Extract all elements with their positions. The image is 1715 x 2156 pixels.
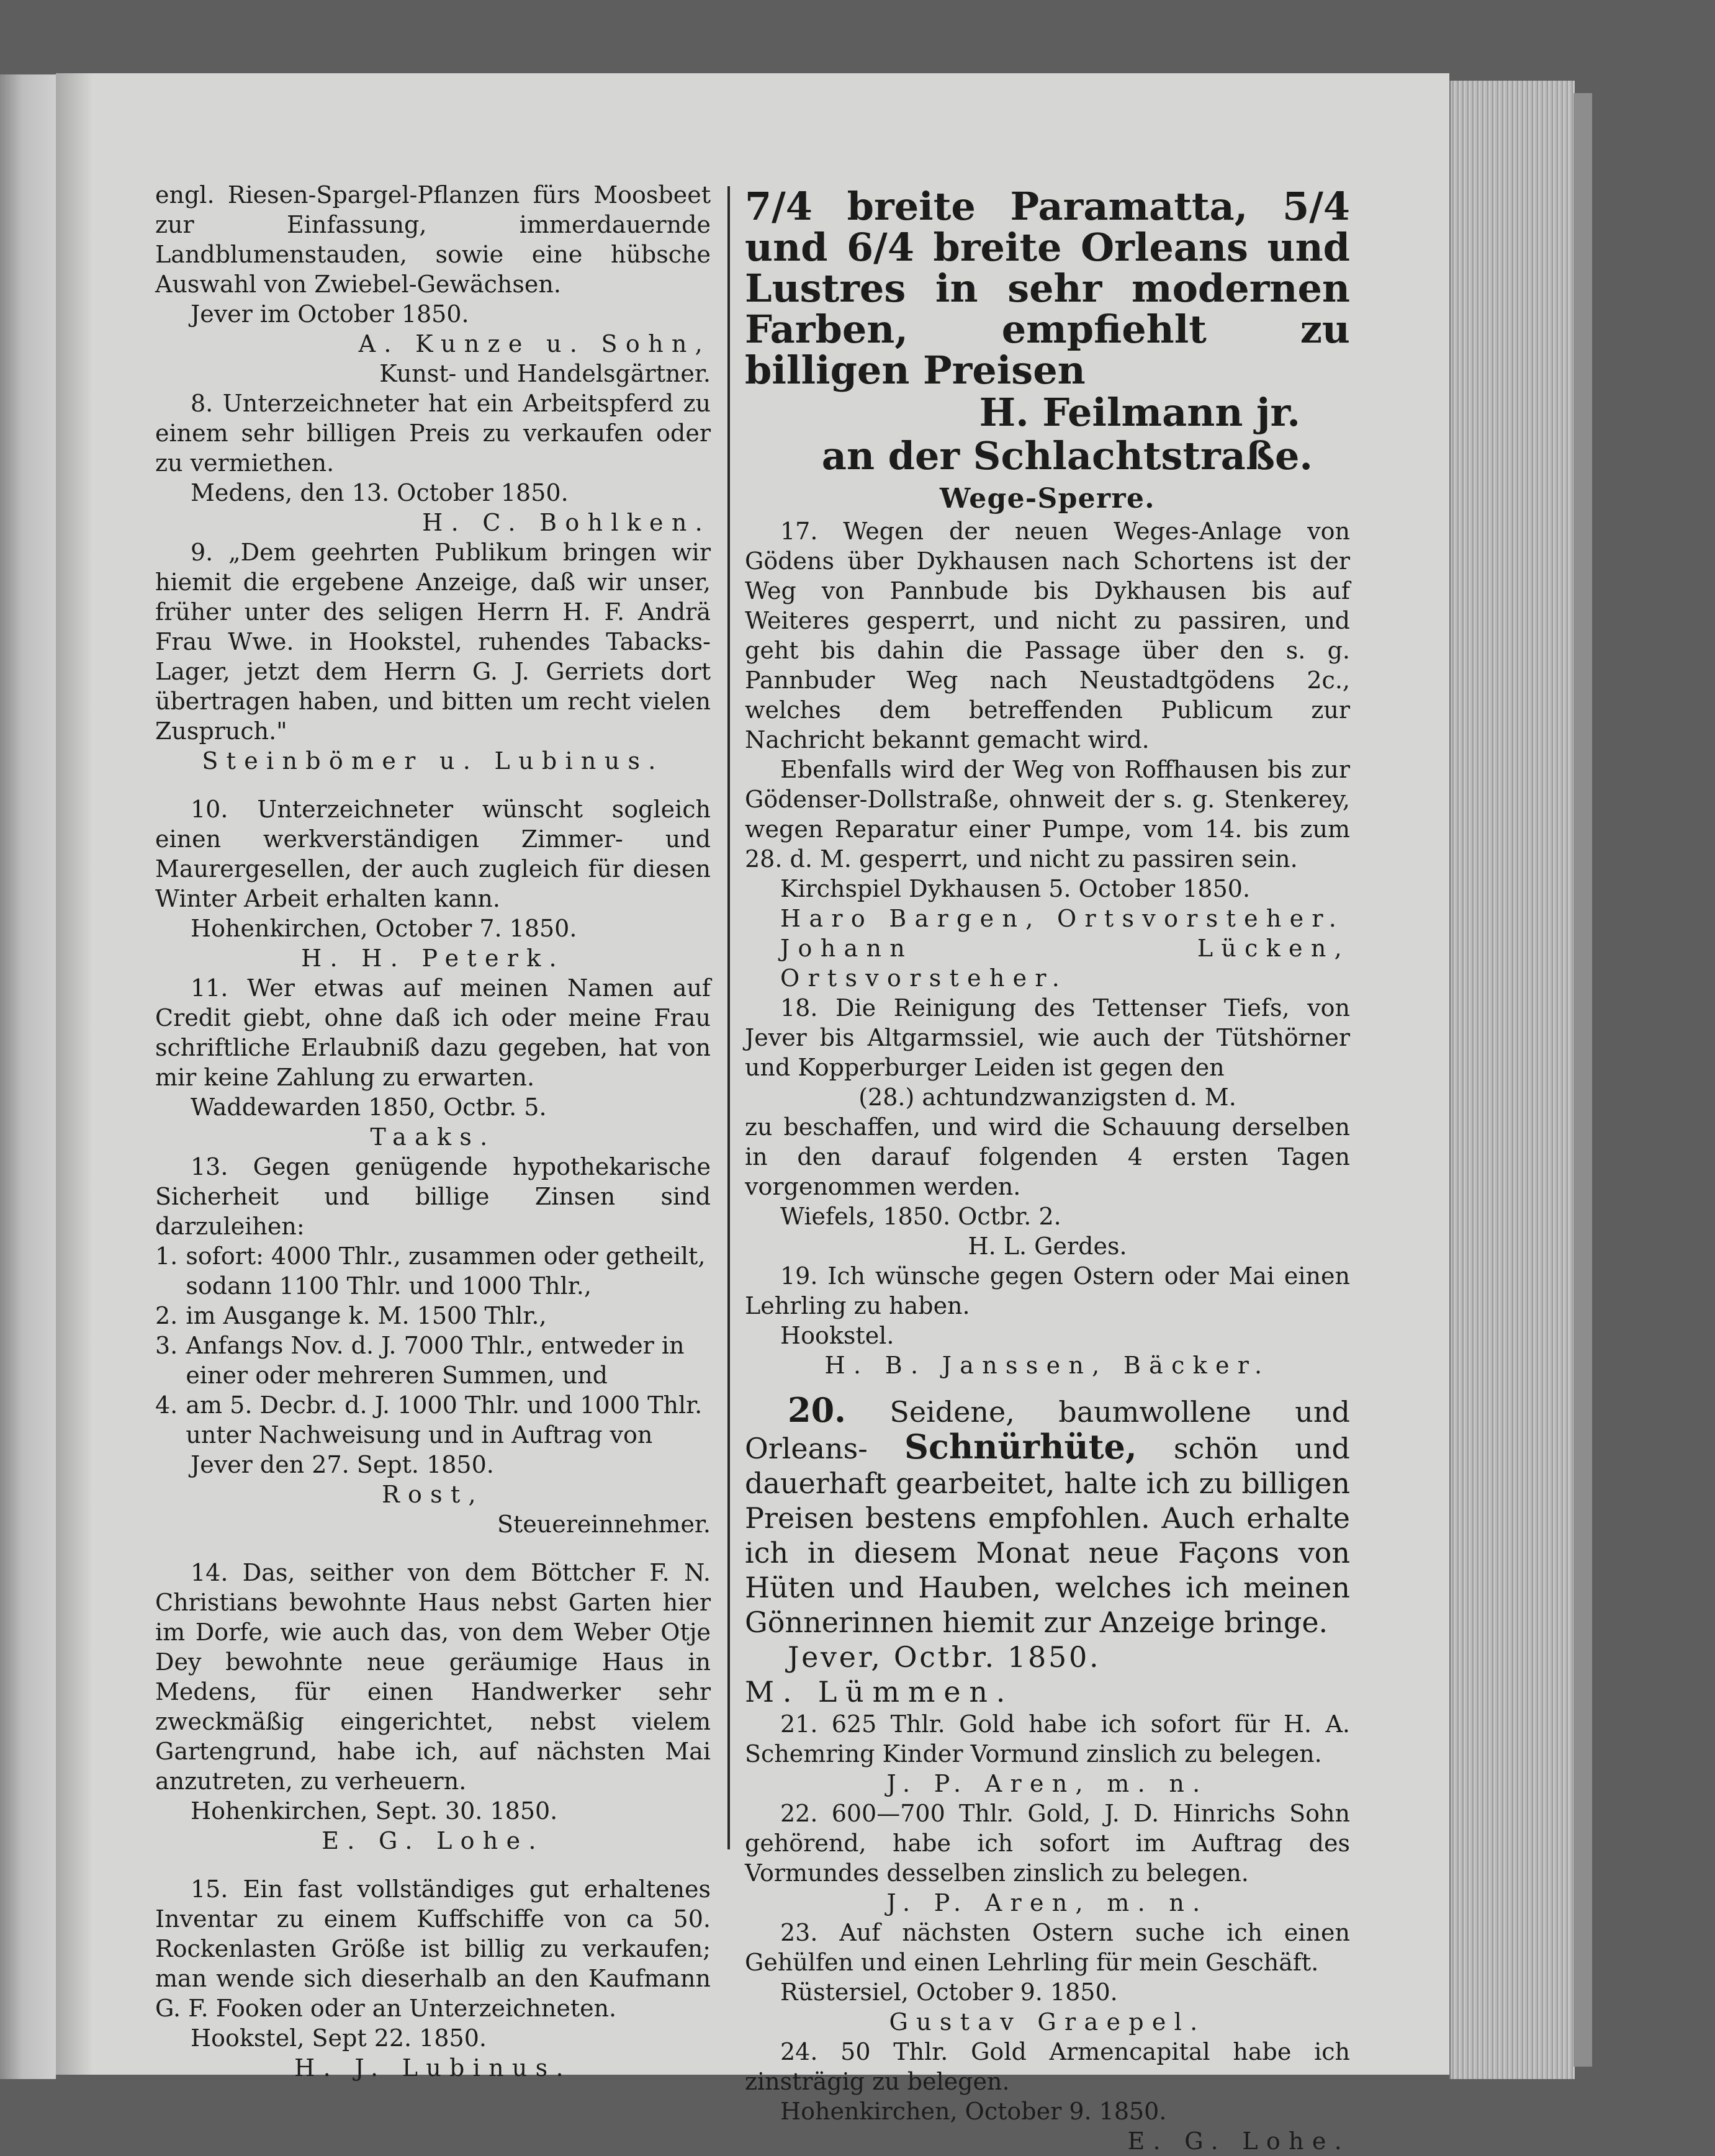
list-item-number: 4. [155,1391,178,1419]
left-column-part-1 [155,180,711,1241]
list-item [155,1241,711,1301]
text-paragraph: Medens, den 13. October 1850. [191,479,569,506]
text-paragraph: 19. Ich wünsche gegen Ostern oder Mai einen Lehrling zu haben. [745,1262,1350,1319]
text-paragraph: 21. 625 Thlr. Gold habe ich sofort für H. A. Schemring Kinder Vormund zinslich zu belegen. [745,1710,1350,1767]
notice-20-place: Jever, Octbr. 1850. [788,1640,1101,1674]
text-paragraph: Steuereinnehmer. [497,1511,711,1538]
list-item [155,1390,711,1450]
right-column [745,186,1350,2156]
notice-20-signature: M. Lümmen. [745,1675,1014,1709]
text-paragraph: 23. Auf nächsten Ostern suche ich einen Gehülfen und einen Lehrling für mein Geschäft. [745,1919,1350,1976]
right-column-part-1 [745,516,1350,1380]
text-paragraph: 22. 600—700 Thlr. Gold, J. D. Hinrichs Sohn gehörend, habe ich sofort im Auftrag des Vormundes desselben zinslich zu belegen. [745,1800,1350,1887]
text-paragraph: Jever den 27. Sept. 1850. [191,1451,494,1478]
text-paragraph: 15. Ein fast vollständiges gut erhaltenes Inventar zu einem Kuffschiffe von ca 50. Rockenlasten Größe ist billig zu verkaufen; man wende sich dieserhalb an den Kaufmann G. F. Fooken oder an Unterzeichneten. [155,1875,711,2022]
text-paragraph: E. G. Lohe. [1127,2127,1350,2155]
text-paragraph: E. G. Lohe. [322,1827,544,1854]
list-item-number: 3. [155,1332,178,1359]
text-paragraph: 11. Wer etwas auf meinen Namen auf Credit giebt, ohne daß ich oder meine Frau schriftliche Erlaubniß dazu gegeben, hat von mir keine Zahlung zu erwarten. [155,974,711,1091]
list-item-text: im Ausgange k. M. 1500 Thlr., [186,1302,547,1329]
text-paragraph: (28.) achtundzwanzigsten d. M. [858,1084,1236,1111]
text-paragraph: Hohenkirchen, Sept. 30. 1850. [191,1797,558,1825]
notice-20-text1: Seidene, baumwollene und Orleans- [745,1395,1350,1465]
text-paragraph: Haro Bargen, Ortsvorsteher. [780,905,1345,932]
text-paragraph: 10. Unterzeichneter wünscht sogleich einen werkverständigen Zimmer- und Maurergesellen, der auch zugleich für diesen Winter Arbeit erhalten kann. [155,796,711,912]
text-paragraph: Rost, [382,1481,484,1508]
text-paragraph: Hohenkirchen, October 9. 1850. [780,2098,1167,2125]
list-item [155,1301,711,1331]
section-heading: Wege-Sperre. [940,483,1155,514]
page-gutter [56,73,93,2075]
list-item [155,1331,711,1390]
advertiser-address: an der Schlachtstraße. [821,433,1313,478]
text-paragraph: Steinbömer u. Lubinus. [202,747,664,775]
spacer [155,1539,711,1558]
text-paragraph: 14. Das, seither von dem Böttcher F. N. Christians bewohnte Haus nebst Garten hier im Dorfe, wie auch das, von dem Weber Otje Dey bewohnte neue geräumige Haus in Medens, für einen Handwerker sehr zweckmäßig eingerichtet, nebst vielem Gartengrund, habe ich, auf nächsten Mai anzutreten, zu verheuern. [155,1559,711,1795]
left-column [155,180,711,2083]
text-paragraph: Kirchspiel Dykhausen 5. October 1850. [780,875,1251,902]
notice-20-bold: Schnürhüte, [904,1427,1137,1467]
text-paragraph: Hohenkirchen, October 7. 1850. [191,915,577,942]
text-paragraph: Wiefels, 1850. Octbr. 2. [780,1203,1061,1230]
text-paragraph: H. J. Lubinus. [294,2054,572,2082]
loan-list [155,1241,711,1450]
notice-20-number: 20. [788,1390,846,1430]
text-paragraph: engl. Riesen-Spargel-Pflanzen fürs Moosbeet zur Einfassung, immerdauernde Landblumenstauden, sowie eine hübsche Auswahl von Zwiebel-Gewächsen. [155,181,711,298]
text-paragraph: Gustav Graepel. [889,2008,1206,2036]
book-cover-edge [1573,93,1592,2067]
text-paragraph: A. Kunze u. Sohn, [358,330,711,357]
column-rule [727,186,730,1849]
text-paragraph: Kunst- und Handelsgärtner. [379,360,711,387]
advertiser-name: H. Feilmann jr. [979,390,1300,435]
text-paragraph: 8. Unterzeichneter hat ein Arbeitspferd zu einem sehr billigen Preis zu verkaufen oder zu vermiethen. [155,390,711,477]
fabric-advertisement: 7/4 breite Paramatta, 5/4 und 6/4 breite Orleans und Lustres in sehr modernen Farben, empfiehlt zu billigen Preisen [745,184,1350,393]
notice-20-text2: schön und dauerhaft gearbeitet, halte ich zu billigen Preisen bestens empfohlen. Auch erhalte ich in diesem Monat neue Façons von Hüten und Hauben, welches ich meinen Gönnerinnen hiemit zur Anzeige bringe. [745,1432,1351,1639]
adjacent-page-edge [0,74,56,2079]
spacer [155,1856,711,1874]
list-item-text: sofort: 4000 Thlr., zusammen oder getheilt, sodann 1100 Thlr. und 1000 Thlr., [186,1242,706,1300]
spacer [155,776,711,794]
text-paragraph: 13. Gegen genügende hypothekarische Sicherheit und billige Zinsen sind darzuleihen: [155,1153,711,1240]
text-paragraph: 24. 50 Thlr. Gold Armencapital habe ich zinsträgig zu belegen. [745,2038,1350,2095]
text-paragraph: zu beschaffen, und wird die Schauung derselben in den darauf folgenden 4 ersten Tagen vorgenommen werden. [745,1113,1350,1200]
text-paragraph: Ebenfalls wird der Weg von Roffhausen bis zur Gödenser-Dollstraße, ohnweit der s. g. Stenkerey, wegen Reparatur einer Pumpe, vom 14. bis zum 28. d. M. gesperrt, und nicht zu passiren sein. [745,756,1350,873]
text-paragraph: H. B. Janssen, Bäcker. [824,1352,1271,1379]
list-item-number: 1. [155,1242,178,1270]
text-paragraph: Jever im October 1850. [191,300,469,328]
right-column-part-2 [745,1709,1350,2156]
left-column-part-2 [155,1450,711,2083]
list-item-text: Anfangs Nov. d. J. 7000 Thlr., entweder in einer oder mehreren Summen, und [186,1332,685,1389]
text-paragraph: Rüstersiel, October 9. 1850. [780,1979,1118,2006]
text-paragraph: Waddewarden 1850, Octbr. 5. [191,1094,547,1121]
list-item-number: 2. [155,1302,178,1329]
text-paragraph: 18. Die Reinigung des Tettenser Tiefs, von Jever bis Altgarmssiel, wie auch der Tütshörner und Kopperburger Leiden ist gegen den [745,994,1350,1081]
text-paragraph: H. C. Bohlken. [422,509,711,536]
text-paragraph: 9. „Dem geehrten Publikum bringen wir hiemit die ergebene Anzeige, daß wir unser, früher unter des seligen Herrn H. F. Andrä Frau Wwe. in Hookstel, ruhendes Tabacks-Lager, jetzt dem Herrn G. J. Gerriets dort übertragen haben, und bitten um recht vielen Zuspruch." [155,539,711,745]
text-paragraph: J. P. Aren, m. n. [886,1770,1209,1797]
text-paragraph: H. L. Gerdes. [968,1233,1127,1260]
text-paragraph: J. P. Aren, m. n. [886,1889,1209,1916]
text-paragraph: Taaks. [370,1123,496,1151]
text-paragraph: 17. Wegen der neuen Weges-Anlage von Gödens über Dykhausen nach Schortens ist der Weg von Pannbude bis Dykhausen bis auf Weiteres gesperrt, und nicht zu passiren, und geht bis dahin die Passage über den s. g. Pannbuder Weg nach Neustadtgödens 2c., welches dem betreffenden Publicum zur Nachricht bekannt gemacht wird. [745,518,1350,753]
notice-20 [745,1390,1351,1640]
book-page-edges [1449,81,1575,2079]
text-paragraph: Hookstel, Sept 22. 1850. [191,2024,487,2052]
list-item-text: am 5. Decbr. d. J. 1000 Thlr. und 1000 Thlr. unter Nachweisung und in Auftrag von [186,1391,703,1449]
text-paragraph: H. H. Peterk. [301,945,565,972]
text-paragraph: Hookstel. [780,1322,894,1349]
text-paragraph: Johann Lücken, Ortsvorsteher. [780,935,1350,992]
